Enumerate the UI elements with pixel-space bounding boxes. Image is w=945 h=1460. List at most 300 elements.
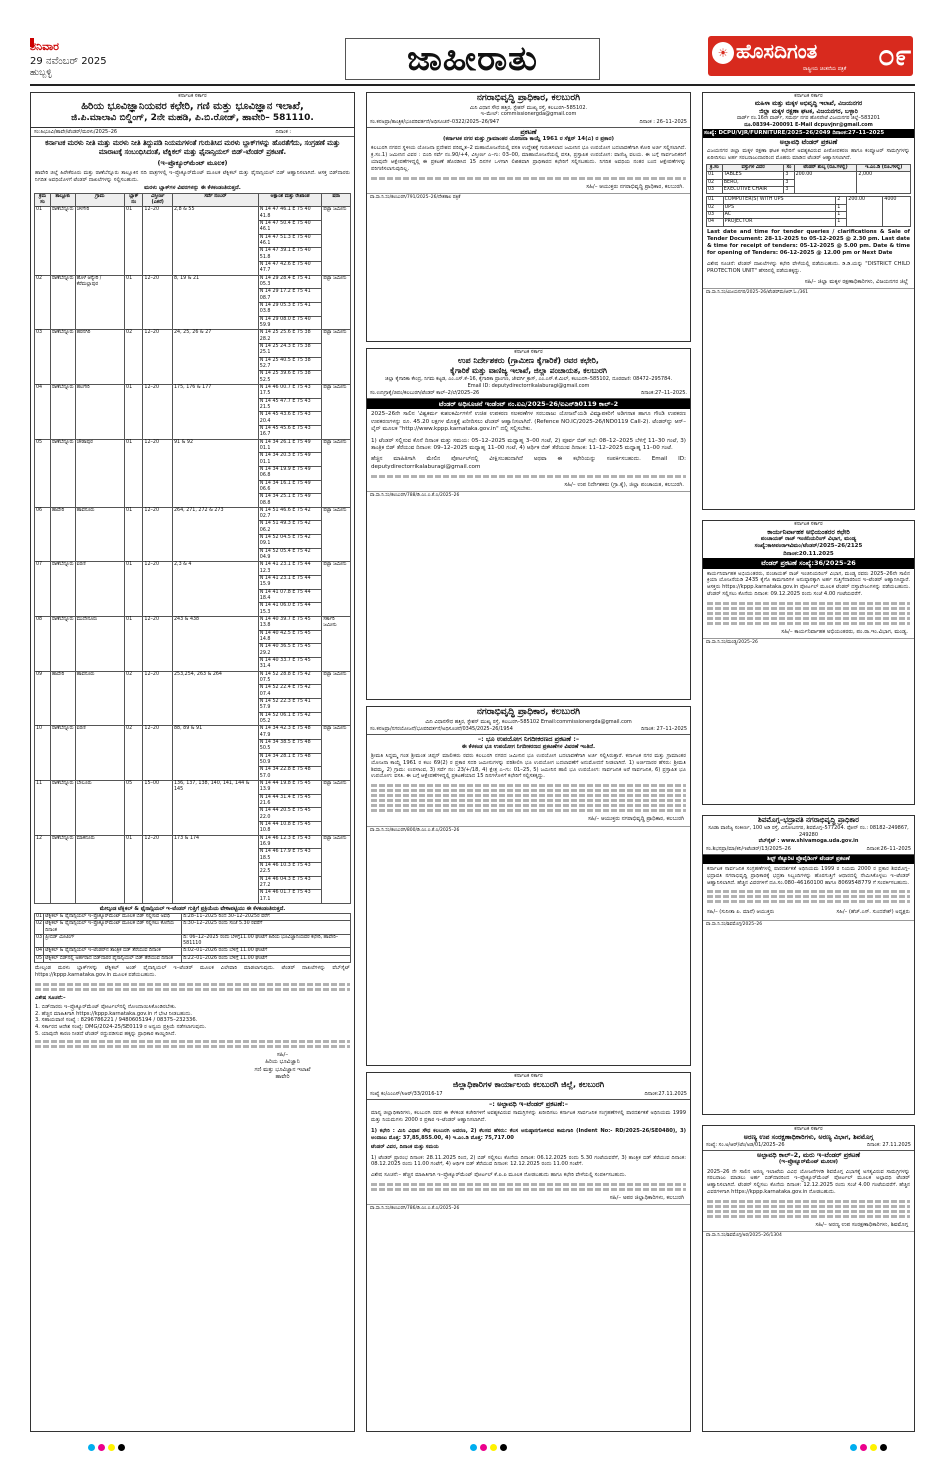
cell-coords: N 14 52 05.4 E 75 42 04.9: [258, 548, 322, 562]
cell-item: ಟೆಕ್ನಿಕಲ್ & ಫೈನಾನ್ಸಿಯಲ್ ಇ–ಪ್ರೊಕ್ಯೂರ್‌ಮೆಂಟ್ ಮೂಲಕ ಬಿಡ್ ಸಲ್ಲಿಸಲು ಕೊನೆಯ ದಿನಾಂಕ: [44, 921, 182, 935]
ad6-body: ವಿಜಯನಗರ ಜಿಲ್ಲಾ ಮಕ್ಕಳ ರಕ್ಷಣಾ ಘಟಕ ಕಛೇರಿಗೆ ಅವಶ್ಯಕವಿರುವ ಪೀಠೋಪಕರಣ ಹಾಗೂ ಕಂಪ್ಯೂಟರ್ ಸಾಮಗ್ರಿಗಳನ್ನು ಖರೀದಿಸಲು ಅರ್ಹ ಸರಬರಾಜುದಾರರಿಂದ ಮೊಹರು ಮಾಡಿದ ಟೆಂಡರ್ ಆಹ್ವಾನಿಸಲಾಗಿದೆ.: [707, 148, 910, 162]
yellow-dot-icon: [870, 1444, 877, 1451]
cell-block: 01: [125, 507, 143, 562]
black-dot-icon: [880, 1444, 887, 1451]
column-header: ಗ್ರಾಮ: [75, 193, 124, 207]
cell-area: 12–20: [143, 562, 173, 617]
cell-coords: N 14 46 10.3 E 75 43 22.5: [258, 862, 322, 876]
cell-area: 12–20: [143, 275, 173, 330]
cell-coords: N 14 34 42.3 E 75 48 47.9: [258, 726, 322, 740]
ad1-address: ಜಿ.ಪಿ.ಮಾಲಾವಿ ಬಿಲ್ಡಿಂಗ್, 2ನೇ ಮಹಡಿ, ಪಿ.ಬಿ.ರೋಡ್, ಹಾವೇರಿ– 581110.: [31, 113, 354, 128]
cell-no: 11: [35, 780, 51, 835]
table-row: [35, 934, 351, 948]
cell-fee: 200.00: [794, 172, 857, 194]
cyan-dot-icon: [850, 1444, 857, 1451]
ad5-ref: ಸಂಖ್ಯೆ ಕಂ/ಎಂಎಸ್/ಸಿಆರ್/33/2016-17: [370, 1091, 443, 1098]
ad5-title: ಜಿಲ್ಲಾಧಿಕಾರಿಗಳ ಕಾರ್ಯಾಲಯ ಕಲಬುರಗಿ ಜಿಲ್ಲೆ, ಕಲಬುರಗಿ: [452, 1079, 605, 1089]
cell-coords: N 14 51 46.6 E 75 42 02.7: [258, 507, 322, 521]
cell-coords: N 14 34 19.9 E 75 49 06.8: [258, 466, 322, 480]
ad6-signature: ಸಹಿ/– ಜಿಲ್ಲಾ ಮಕ್ಕಳ ರಕ್ಷಣಾಧಿಕಾರಿಗಳು, ವಿಜಯನಗರ ಜಿಲ್ಲೆ: [804, 278, 908, 285]
cell-item: TABLES: [722, 172, 784, 179]
ad3-footnote: ವಾ.ಸಾ.ನಿ.ಸಂ/ಕಲಬುರಗಿ/788/ಡಿ.ಎಂ.ಎ.ಕೆ.ಎ/2025–26: [367, 491, 690, 500]
cell-taluk: ರಾಣೆಬೆನ್ನೂರು: [50, 207, 75, 275]
cell-block: 05: [125, 780, 143, 835]
cell-survey: 91 & 92: [173, 439, 259, 507]
ad2-title: ನಗರಾಭಿವೃದ್ಧಿ ಪ್ರಾಧಿಕಾರ, ಕಲಬುರಗಿ: [476, 93, 581, 103]
cell-coords: N 14 34 26.1 E 75 49 01.1: [258, 439, 322, 453]
cell-coords: N 14 34 25.1 E 75 49 08.8: [258, 494, 322, 508]
ad5-body: ಮಾನ್ಯ ಜಿಲ್ಲಾಧಿಕಾರಿಗಳು, ಕಲಬುರಗಿ ರವರ ಈ ಕೆಳಕಂಡ ಕಚೇರಿಗಳಿಗೆ ಅವಶ್ಯಕವಿರುವ ಸಾಮಗ್ರಿಗಳನ್ನು ಖರೀದಿಸಲು ಕರ್ನಾಟಕ ಸಾರ್ವಜನಿಕ ಸಂಗ್ರಹಣೆಗಳಲ್ಲಿ ಪಾರದರ್ಶಕತೆ ಅಧಿನಿಯಮ 1999 ಮತ್ತು ನಿಯಮಗಳು 2000 ರ ಪ್ರಕಾರ ಇ–ಟೆಂಡರ್ ಆಹ್ವಾನಿಸಲಾಗಿದೆ.: [371, 1110, 686, 1124]
header-rule: [30, 84, 915, 86]
cell-coords: N 14 41 06.0 E 75 44 15.3: [258, 603, 322, 617]
cell-value: 1: [836, 212, 847, 219]
logo-emblem-icon: ☀: [712, 42, 734, 64]
ad9-refline: [703, 1141, 914, 1151]
cell-coords: N 14 40 39.7 E 75 45 13.8: [258, 617, 322, 631]
edition-date: 29 ನವೆಂಬರ್ 2025: [30, 55, 107, 67]
cell-block: 01: [125, 562, 143, 617]
cell-value: 1: [836, 204, 847, 211]
ad8-web: ವೆಬ್‌ಸೈಟ್ : www.shivamoga.uda.gov.in: [758, 838, 859, 845]
text-line-placeholder: [707, 895, 910, 898]
table-row: [35, 835, 351, 849]
ad3-more: ಹೆಚ್ಚಿನ ಮಾಹಿತಿಗಾಗಿ ಮೇಲಿನ ಪೋರ್ಟಲ್‌ನಲ್ಲಿ ವೀಕ್ಷಿಸಬಹುದಾಗಿದೆ ಅಥವಾ ಈ ಕಛೇರಿಯನ್ನು ಸಂಪರ್ಕಿಸಬಹುದು. Email ID: deputydirectorrikalaburagi@gmail.com: [371, 456, 686, 470]
cell-area: 12–20: [143, 507, 173, 562]
text-line-placeholder: [707, 617, 910, 620]
magenta-dot-icon: [98, 1444, 105, 1451]
cell-value: ದಿ:28–11–2025 ರಿಂದ 30–12–2025ರ ವರೆಗೆ: [182, 913, 351, 920]
ad1-conditions: [31, 1004, 354, 1038]
column-header: ತಾಲ್ಲೂಕು: [50, 193, 75, 207]
cell-taluk: ರಾಣೆಬೆನ್ನೂರು: [50, 780, 75, 835]
cyan-dot-icon: [470, 1444, 477, 1451]
ad3-address: ಜಿಲ್ಲಾ ಕೈಗಾರಿಕಾ ಕೇಂದ್ರ, ನಿಗಮ ಕಟ್ಟಡ, ಎಂ.ಎಸ್.ಕೆ–16, ಕೈಗಾರಿಕಾ ಪ್ರಾಂಗಣ, ಜೇವರ್ಗಿ ಕ್ರಾಸ್, ಎಂ.ಎಸ್.ಕೆ.ಮಿಲ್, ಕಲಬುರಗಿ–585102, ದೂರವಾಣಿ: 08472–295784.: [384, 376, 673, 383]
cell-block: 02: [125, 671, 143, 726]
ad1-body-text: ಮೇಲ್ಕಂಡ ಮರಳು ಬ್ಲಾಕ್‌ಗಳನ್ನು ಟೆಕ್ನಿಕಲ್ ಅಂಡ್ ಫೈನಾನ್ಸಿಯಲ್ ಇ–ಟೆಂಡರ್ ಮೂಲಕ ವಿಲೇವಾರಿ ಮಾಡಲಾಗುವುದು. ಟೆಂಡರ್ ದಾಖಲೆಗಳನ್ನು ವೆಬ್‌ಸೈಟ್ https://kppp.karnataka.gov.in ಮೂಲಕ ಪಡೆಯಬಹುದು.: [35, 965, 350, 978]
table-row: [35, 439, 351, 453]
ad9-footnote: ವಾ.ಸಾ.ನಿ.ಸಂ/ಶಿವಮೊಗ್ಗ/ಅರ/2025–26/1304: [703, 1231, 914, 1240]
cell-block: 01: [125, 384, 143, 439]
ad9-lead: (ಇ–ಪ್ರೊಕ್ಯೂರ್‌ಮೆಂಟ್ ಮೂಲಕ): [778, 1159, 839, 1166]
table-row: [35, 617, 351, 631]
cell-village: ಹಾವನೂರು: [75, 671, 124, 726]
cell-coords: N 14 46 17.9 E 75 43 18.5: [258, 849, 322, 863]
cell-coords: N 14 46 00.7 E 75 43 17.5: [258, 384, 322, 398]
cell-taluk: ರಾಣೆಬೆನ್ನೂರು: [50, 562, 75, 617]
cell-remark: ಪಟ್ಟಾ ಜಮೀನು: [322, 562, 351, 617]
text-line-placeholder: [707, 607, 910, 610]
column-header: ಷರಾ: [322, 193, 351, 207]
cell-no: 06: [35, 507, 51, 562]
ad1-signature: [211, 1050, 354, 1083]
text-line-placeholder: [35, 988, 350, 991]
ad3-dates: 1) ಟೆಂಡರ್ ಸಲ್ಲಿಸುವ ಕೊನೆ ದಿನಾಂಕ ಮತ್ತು ಸಮಯ: 05–12–2025 ಮಧ್ಯಾಹ್ನ 3–00 ಗಂಟೆ, 2) ಪೂರ್ವ ಬಿಡ್ ಸಭೆ: 08–12–2025 ಬೆಳಿಗ್ಗೆ 11–30 ಗಂಟೆ, 3) ತಾಂತ್ರಿಕ ಬಿಡ್ ತೆರೆಯುವ ದಿನಾಂಕ: 09–12–2025 ಮಧ್ಯಾಹ್ನ 11–00 ಗಂಟೆ, 4) ಆರ್ಥಿಕ ಬಿಡ್ ತೆರೆಯುವ ದಿನಾಂಕ: 11–12–2025 ಮಧ್ಯಾಹ್ನ 11–00 ಗಂಟೆ.: [371, 437, 686, 451]
cell-value: 3: [784, 172, 794, 179]
cell-coords: N 14 25 39.6 E 75 38 52.5: [258, 371, 322, 385]
condition-item: 5. ಯಾವುದೇ ಕಾರಣ ನೀಡದೆ ಟೆಂಡರ್ ರದ್ದುಪಡಿಸುವ ಹಕ್ಕನ್ನು ಪ್ರಾಧಿಕಾರ ಕಾಯ್ದಿರಿಸಿದೆ.: [35, 1031, 177, 1038]
cell-remark: ಸರ್ಕಾರಿ ಜಮೀನು: [322, 617, 351, 672]
ad8-footnote: ವಾ.ಸಾ.ನಿ.ಸಂ/ಶಿವಮೊಗ್ಗ/2025–26: [703, 920, 914, 929]
ad-sand-block-tender: [30, 92, 355, 1432]
ad2-refline: [367, 118, 690, 128]
ad2-email: ಇ–ಮೇಲ್: commissionergda@gmail.com: [480, 111, 577, 118]
cell-village: ಐರಣಿ: [75, 726, 124, 781]
ad2-ref: ಸಂ.ಕನಅಪ್ರಾ/ತಾಂತ್ರಿಕ/ಭೂಪರಿವರ್ತನೆ/ಅಧಿಸೂಚನೆ–0322/2025–26/947: [370, 119, 500, 126]
cell-coords: N 14 47 51.3 E 75 40 46.1: [258, 234, 322, 248]
cell-taluk: ರಾಣೆಬೆನ್ನೂರು: [50, 835, 75, 903]
computer-items-table: [706, 196, 911, 226]
ad3-date: ದಿನಾಂಕ:27–11–2025.: [641, 390, 687, 397]
table-row: [35, 330, 351, 344]
ad9-signature: ಸಹಿ/– ಅರಣ್ಯ ಉಪ ಸಂರಕ್ಷಣಾಧಿಕಾರಿಗಳು, ಶಿವಮೊಗ್ಗ: [815, 1222, 908, 1229]
text-line-placeholder: [707, 1200, 910, 1203]
cell-coords: N 14 29 08.0 E 75 40 59.9: [258, 316, 322, 330]
ad2-footnote: ವಾ.ಸಾ.ನಿ.ಸಂ/ಕಲಬುರಗಿ/791/2025–26/ದೇಶಕಾಲ ಪತ್ರಿಕೆ: [367, 193, 690, 202]
ad3-sub: ಕೈಗಾರಿಕೆ ಮತ್ತು ವಾಣಿಜ್ಯ ಇಲಾಖೆ, ಜಿಲ್ಲಾ ಪಂಚಾಯತ, ಕಲಬುರಗಿ: [450, 366, 607, 376]
cell-survey: 253,254, 263 & 264: [173, 671, 259, 726]
ad5-note: ವಿಶೇಷ ಸೂಚನೆ:– ಹೆಚ್ಚಿನ ಮಾಹಿತಿಗಾಗಿ ಇ–ಪ್ರೊಕ್ಯೂರ್‌ಮೆಂಟ್ ಪೋರ್ಟಲ್ ಕೆ.ಪಿ.ಪಿ ಮೂಲಕ ನೋಡಬಹುದು ಹಾಗೂ ಕಛೇರಿ ವೇಳೆಯಲ್ಲಿ ಸಂಪರ್ಕಿಸಬಹುದು.: [371, 1172, 627, 1179]
cell-taluk: ರಾಣೆಬೆನ್ನೂರು: [50, 617, 75, 672]
ad8-ref: ಸಂ.ಶಿಭನಪ್ರಾ/ಮಾ/ಕನಿ/ಇಟೆಂಡರ್/13/2025–26: [706, 846, 791, 853]
ad9-gov: ಕರ್ನಾಟಕ ಸರ್ಕಾರ: [794, 1126, 823, 1132]
sand-block-table: [34, 193, 351, 904]
edition-info: [30, 40, 180, 80]
cell-block: 02: [125, 330, 143, 385]
edition-city: ಹುಬ್ಬಳ್ಳಿ: [30, 67, 52, 78]
cell-item: PROJECTOR: [723, 219, 836, 226]
cell-item: ಟೆಕ್ನಿಕಲ್ & ಫೈನಾನ್ಸಿಯಲ್ ಇ–ಪ್ರೊಕ್ಯೂರ್‌ಮೆಂಟ್ ಮೂಲಕ ಬಿಡ್ ಸಲ್ಲಿಸುವ ಅವಧಿ: [44, 913, 182, 920]
column-header: ಅಕ್ಷಾಂಶ ಮತ್ತು ರೇಖಾಂಶ: [258, 193, 322, 207]
ad4-refline: [367, 725, 690, 735]
cell-taluk: ರಾಣೆಬೆನ್ನೂರು: [50, 439, 75, 507]
cell-coords: N 14 41 23.1 E 75 44 12.3: [258, 562, 322, 576]
cell-coords: N 14 40 36.5 E 75 45 29.2: [258, 644, 322, 658]
ad-pri-mandya-tender: [702, 520, 915, 805]
column-header: ವಿಸ್ತೀರ್ಣ (ಎಕರೆ): [143, 193, 173, 207]
ad4-subject: –: ಭೂ ಉಪಯೋಗ ನಿಗದೀಕರಣದ ಪ್ರಕಟಣೆ :–: [477, 735, 580, 744]
cell-area: 12–20: [143, 384, 173, 439]
cell-village: ಹೊಳೆ ಆನ್ವೇರಿ / ಕೆರೆಮಲ್ಲಾಪುರ: [75, 275, 124, 330]
ad4-address: ಮಿನಿ ವಿಧಾನಸೌಧ ಹತ್ತಿರ, ಸ್ಟೇಶನ್ ಮುಖ್ಯ ರಸ್ತೆ, ಕಲಬುರಗಿ–585102 Email:commissionergda@gmail.com: [425, 718, 632, 725]
cell-coords: N 14 45 47.7 E 75 43 21.5: [258, 398, 322, 412]
cell-village: ಹಲಗೇರಿ: [75, 384, 124, 439]
ad7-title: ಕಾರ್ಯನಿರ್ವಾಹಕ ಅಭಿಯಂತರರ ಕಛೇರಿ: [767, 527, 850, 536]
ad7-sub: ಪಂಚಾಯತ್ ರಾಜ್ ಇಂಜಿನಿಯರಿಂಗ್ ವಿಭಾಗ, ಮಂಡ್ಯ: [760, 536, 857, 543]
cell-survey: 264, 271, 272 & 273: [173, 507, 259, 562]
cell-area: 12–20: [143, 726, 173, 781]
table-row: [707, 197, 911, 204]
ad7-gov: ಕರ್ನಾಟಕ ಸರ್ಕಾರ: [794, 521, 823, 527]
ad1-sign-4: ಹಾವೇರಿ: [275, 1073, 290, 1080]
text-line-placeholder: [707, 900, 910, 903]
ad8-date: ದಿನಾಂಕ:26–11–2025: [866, 846, 911, 853]
cell-village: ಹಾವನೂರು: [75, 507, 124, 562]
column-header: ಕ್ರಮ ಸಂ: [35, 193, 51, 207]
table-row: [35, 955, 351, 962]
cell-village: ಮುದೇನೂರು: [75, 617, 124, 672]
logo-tagline: ರಾಷ್ಟ್ರೀಯ ಚಿಂತನೆಯ ಪತ್ರಿಕೆ: [803, 66, 847, 72]
cell-value: ದಿ:02–01–2026 ರಂದು ಬೆಳಿಗ್ಗೆ 11.00 ಘಂಟೆಗೆ: [182, 948, 351, 955]
cell-coords: N 14 34 16.1 E 75 49 06.6: [258, 480, 322, 494]
cell-value: 3: [784, 179, 794, 186]
cell-no: 03: [35, 330, 51, 385]
ad6-phone: ದೂ.08394–200091 E-Mail dcpuvjnr@gmail.com: [744, 122, 873, 128]
cell-no: 08: [35, 617, 51, 672]
ad6-note: ವಿಶೇಷ ಸೂಚನೆ: ಟೆಂಡರ್ ದಾಖಲೆಗಳನ್ನು ಕಛೇರಿ ವೇಳೆಯಲ್ಲಿ ಪಡೆಯಬಹುದು. ಡಿ.ಡಿ.ಯನ್ನು "DISTRICT CHILD PROTECTION UNIT" ಹೆಸರಿನಲ್ಲಿ ಪಡೆಯತಕ್ಕದ್ದು.: [707, 261, 910, 275]
ad6-subject: ಅಲ್ಪಾವಧಿ ಟೆಂಡರ್ ಪ್ರಕಟಣೆ: [779, 137, 838, 146]
table-row: [35, 948, 351, 955]
ad1-title: ಕರ್ನಾಟಕ ಮರಳು ನೀತಿ ಮತ್ತು ಮರಳು ನೀತಿ ತಿದ್ದುಪಡಿ ನಿಯಮಗಳಂತೆ ಗುರುತಿಸಿದ ಮರಳು ಬ್ಲಾಕ್‌ಗಳನ್ನು ಹೊರತೆಗೆದು, ಸಂಗ್ರಹಣೆ ಮತ್ತು ಮಾರಾಟಕ್ಕೆ ಸಂಬಂಧಿಸಿದಂತೆ, ಟೆಕ್ನಿಕಲ್ ಮತ್ತು ಫೈನಾನ್ಸಿಯಲ್ ಬಿಡ್–ಟೆಂಡರ್ ಪ್ರಕಟಣೆ.: [45, 139, 340, 157]
ad3-body: 2025–26ನೇ ಸಾಲಿನ 'ವಿಶ್ವಕರ್ಮ ಕುಶಲಕರ್ಮಿಗಳಿಗೆ ಉಚಿತ ಉಪಕರಣ ಸಲಕರಣೆಗಳ ಸರಬರಾಜು ಯೋಜನೆ'ಯಡಿ ವಿಮ್ಯಾಪಕರಿಗೆ ಅಡಿಗನಾತ ಹಾಗೂ ಗೌಂಡಿ ಉಪಕರಣ ಉಪಕರಣಗಳನ್ನು ರೂ. 45.20 ಲಕ್ಷಗಳ ಮೊತ್ತಕ್ಕೆ ಖರೀದಿಸಲು ಟೆಂಡರ್ ಆಹ್ವಾನಿಸಲಾಗಿದೆ. (Refence NO.IC/2025-26/IND0119 Call-2). ಟೆಂಡರ್‌ನ್ನು ಆನ್–ಲೈನ್ ಮೂಲಕ "http://www.kppp.karnataka.gov.in" ದಲ್ಲಿ ಸಲ್ಲಿಸಬೇಕು.: [371, 411, 686, 433]
cell-value: 03: [707, 212, 724, 219]
cell-survey: 24, 25, 26 & 27: [173, 330, 259, 385]
cell-village: ಐರಣಿ: [75, 562, 124, 617]
ad1-sign-1: ಸಹಿ/–: [276, 1052, 289, 1059]
cell-no: 04: [36, 948, 43, 954]
text-line-placeholder: [371, 794, 686, 797]
ad6-address: ವಾರ್ಡ್ ನಂ.16ನೇ ವಾರ್ಡ್, ಸಮರ್ಥ ನಗರ ಹೊಸಪೇಟೆ ವಿಜಯನಗರ ಜಿಲ್ಲೆ–583201: [736, 115, 881, 122]
cell-block: 01: [125, 617, 143, 672]
ad1-refline: [31, 128, 354, 138]
cell-coords: N 14 44 10.8 E 75 45 10.8: [258, 821, 322, 835]
table-row: [35, 921, 351, 935]
ad9-ref: ಸಂಖ್ಯೆ: ಸಂ.ಅ/ಆರ್/ಟೆಂ/ಅಡ/01/2025–26: [706, 1142, 785, 1149]
cell-value: 3: [784, 187, 794, 194]
cell-no: 05: [35, 439, 51, 507]
ad3-email: Email ID: deputydirectorrikalaburagi@gmail.com: [467, 382, 590, 389]
ad5-date: ದಿನಾಂಕ:27.11.2025: [644, 1091, 687, 1098]
column-header: ವಸ್ತುಗಳ ವಿವರ: [722, 165, 784, 172]
cell-block: 01: [125, 439, 143, 507]
ad-gda-land-use-notice: [366, 706, 691, 1066]
cell-value: ದಿ:22–01–2026 ರಂದು ಬೆಳಿಗ್ಗೆ 11.00 ಘಂಟೆಗೆ: [182, 955, 351, 962]
ad9-date: ದಿನಾಂಕ: 27.11.2025: [866, 1142, 911, 1149]
cell-area: 12–20: [143, 671, 173, 726]
ad3-ref: ಸಂ.ಉನಿಗ್ರಾಕೈ/ಜಿಪಂ/ಕಲಬುರಗಿ/ಟೆಂಡರ್ ಕಾಲ್–2/ಲೆ/2025–26: [370, 390, 480, 397]
ad6-gov: ಕರ್ನಾಟಕ ಸರ್ಕಾರ: [794, 93, 823, 99]
logo-name: ಹೊಸದಿಗಂತ: [736, 39, 818, 63]
cell-taluk: ಹಾವೇರಿ: [50, 507, 75, 562]
text-line-placeholder: [707, 1215, 910, 1218]
cell-remark: ಪಟ್ಟಾ ಜಮೀನು: [322, 671, 351, 726]
ad9-title: ಅರಣ್ಯ ಉಪ ಸಂರಕ್ಷಣಾಧಿಕಾರಿಗಳು, ಅರಣ್ಯ ವಿಭಾಗ, ಶಿವಮೊಗ್ಗ: [743, 1132, 874, 1141]
ad-suda-security-tender: [702, 815, 915, 1115]
cell-remark: ಪಟ್ಟಾ ಜಮೀನು: [322, 726, 351, 781]
cell-area: 12–20: [143, 207, 173, 275]
ad1-subtitle: (ಇ–ಪ್ರೊಕ್ಯೂರ್‌ಮೆಂಟ್ ಮೂಲಕ): [157, 159, 228, 168]
cell-taluk: ರಾಣೆಬೆನ್ನೂರು: [50, 330, 75, 385]
table-row: [35, 671, 351, 685]
cell-coords: N 14 29 28.4 E 75 41 05.3: [258, 275, 322, 289]
ad4-body: ಶ್ರೀಮತಿ ಸಿದ್ದಮ್ಮ ಗಂಡ ಶ್ರೀಮಂತ ಜಿಪ್ಸನ್ ಮಾಲೀಕರು ರವರು ಕಲಬುರಗಿ ನಗರದ ಜಮೀನಿನ ಭೂ ಉಪಯೋಗ ಬದಲಾವಣೆಗಾಗಿ ಅರ್ಜಿ ಸಲ್ಲಿಸಿರುತ್ತಾರೆ. ಕರ್ನಾಟಕ ನಗರ ಮತ್ತು ಗ್ರಾಮಾಂತರ ಯೋಜನಾ ಕಾಯ್ದೆ 1961 ರ ಕಲಂ 69(2) ರ ಪ್ರಕಾರ ಸದರಿ ಜಮೀನುಗಳನ್ನು ಪರಿಶೀಲಿಸಿ ಭೂ ಉಪಯೋಗ ಬದಲಾವಣೆಗೆ ಅನುಮೋದನೆ ನೀಡಲಾಗಿದೆ. 1) ಅರ್ಜಿದಾರರ ಹೆಸರು: ಶ್ರೀಮತಿ ಶಿವಮ್ಮ, 2) ಗ್ರಾಮ: ಉಪಳಾಂವ, 3) ಸರ್ವೆ ನಂ: 23/+/18, 4) ಕ್ಷೇತ್ರ ಎ–ಗು: 01–25, 5) ಜಮೀನಿನ ಹಾಲಿ ಭೂ ಉಪಯೋಗ: ಸಾರ್ವಜನಿಕ ಅರೆ ಸಾರ್ವಜನಿಕ, 6) ಪ್ರಸ್ತಾಪಿತ ಭೂ ಉಪಯೋಗ: ವಸತಿ. ಈ ಬಗ್ಗೆ ಆಕ್ಷೇಪಣೆಗಳಿದ್ದಲ್ಲಿ ಪ್ರಕಟಣೆಯಾದ 15 ದಿನಗಳೊಳಗೆ ಕಛೇರಿಗೆ ಸಲ್ಲಿಸತಕ್ಕದ್ದು.: [371, 752, 686, 780]
cell-village: ಬೇಲೂರು: [75, 780, 124, 835]
cell-coords: N 14 45 45.6 E 75 43 16.7: [258, 425, 322, 439]
cell-no: 07: [35, 562, 51, 617]
cell-coords: N 14 25 40.5 E 75 38 52.7: [258, 357, 322, 371]
ad7-ref: ಸಂಖ್ಯೆ:ಕಾಅಪಂರಾಇವಿಮಂ/ಟೆಂಡರ್/2025–26/2125: [754, 543, 863, 550]
table-row: [35, 207, 351, 221]
text-line-placeholder: [707, 1210, 910, 1213]
ad1-intro: ಹಾವೇರಿ ಜಿಲ್ಲೆ ಹಿರೇಕೆರೂರು ಮತ್ತು ರಾಣೆಬೆನ್ನೂರು ತಾಲ್ಲೂಕಿನ ನದಿ ಪಾತ್ರಗಳಲ್ಲಿ ಇ–ಪ್ರೊಕ್ಯೂರ್‌ಮೆಂಟ್ ಮೂಲಕ ಟೆಕ್ನಿಕಲ್ ಮತ್ತು ಫೈನಾನ್ಸಿಯಲ್ ಬಿಡ್ ಆಹ್ವಾನಿಸಲಾಗಿದೆ. ಆಸಕ್ತ ಬಿಡ್‌ದಾರರು ನಿಗದಿತ ಅವಧಿಯೊಳಗೆ ಟೆಂಡರ್ ದಾಖಲೆಗಳನ್ನು ಸಲ್ಲಿಸಬಹುದು.: [35, 169, 350, 183]
ad1-table-caption: ಮರಳು ಬ್ಲಾಕ್‌ಗಳ ವಿವರಗಳನ್ನು ಈ ಕೆಳಕಂಡಂತಿರುತ್ತದೆ.: [144, 185, 241, 192]
ad5-gov: ಕರ್ನಾಟಕ ಸರ್ಕಾರ: [514, 1073, 543, 1079]
cell-village: ಚೌಡಾಪುರ: [75, 439, 124, 507]
table-row: [35, 726, 351, 740]
ad8-body: ಕರ್ನಾಟಕ ಸಾರ್ವಜನಿಕ ಸಂಗ್ರಹಣೆಗಳಲ್ಲಿ ಪಾರದರ್ಶಕತೆ ಅಧಿನಿಯಮ 1999 ರ ನಿಯಮ 2000 ರ ಪ್ರಕಾರ ಶಿವಮೊಗ್ಗ–ಭದ್ರಾವತಿ ನಗರಾಭಿವೃದ್ಧಿ ಪ್ರಾಧಿಕಾರಕ್ಕೆ ಭದ್ರತಾ ಸಿಬ್ಬಂದಿಗಳನ್ನು ಹೊರಗುತ್ತಿಗೆ ಆಧಾರದಲ್ಲಿ ನೇಮಿಸಿಕೊಳ್ಳಲು ಇ–ಟೆಂಡರ್ ಆಹ್ವಾನಿಸಲಾಗಿದೆ. ಹೆಚ್ಚಿನ ವಿವರಗಳಿಗೆ ದೂ.ಸಂ.080–46160100 ಹಾಗೂ 8069548779 ಗೆ ಸಂಪರ್ಕಿಸಬಹುದು.: [707, 865, 910, 886]
cell-no: 04: [35, 384, 51, 439]
cell-no: 01: [36, 913, 43, 919]
ad6-ref: ಸಂಖ್ಯೆ: DCPU/VJR/FURNITURE/2025–26/2049 ದಿನಾಂಕ:27–11–2025: [703, 129, 914, 138]
ad5-footnote: ವಾ.ಸಾ.ನಿ.ಸಂ/ಕಲಬುರಗಿ/786/ಡಿ.ಎಂ.ಎ.ಕೆ.ಎ/2025–26: [367, 1204, 690, 1213]
cell-coords: N 14 40 33.7 E 75 45 31.4: [258, 658, 322, 672]
cell-survey: 173 & 174: [173, 835, 259, 903]
column-header: ಕ್ರ.ಸಂ: [707, 165, 723, 172]
cell-coords: N 14 34 22.8 E 75 48 57.0: [258, 767, 322, 781]
cell-area: 15–00: [143, 780, 173, 835]
cell-area: 12–20: [143, 439, 173, 507]
text-line-placeholder: [35, 983, 350, 986]
ad1-gov: ಕರ್ನಾಟಕ ಸರ್ಕಾರ: [178, 93, 207, 99]
magenta-dot-icon: [860, 1444, 867, 1451]
cell-no: 02: [35, 275, 51, 330]
cell-coords: N 14 46 12.3 E 75 43 16.9: [258, 835, 322, 849]
cell-coords: N 14 52 22.4 E 75 42 07.4: [258, 685, 322, 699]
ad-gda-notice-1: [366, 92, 691, 342]
ad3-bar: ಟೆಂಡರ್ ಅಧಿಸೂಚನೆ ಇಂಡೆಂಟ್ ನಂ.ಐಎ/2025–26/ಐಎನ್‌ಡಿ0119 ಕಾಲ್–2: [367, 399, 690, 410]
column-header: ಟೆಂಡರ್ ಶುಲ್ಕ (ರೂ.ಗಳಲ್ಲಿ): [794, 165, 857, 172]
cell-survey: 243 & 438: [173, 617, 259, 672]
cell-remark: ಪಟ್ಟಾ ಜಮೀನು: [322, 439, 351, 507]
cell-survey: 2,3 & 4: [173, 562, 259, 617]
cell-village: ಮಾಕನೂರು: [75, 835, 124, 903]
ad5-subject: –: ಅಲ್ಪಾವಧಿ ಇ–ಟೆಂಡರ್ ಪ್ರಕಟಣೆ:–: [488, 1099, 569, 1108]
text-line-placeholder: [371, 1188, 686, 1191]
cell-remark: ಪಟ್ಟಾ ಜಮೀನು: [322, 384, 351, 439]
cell-coords: N 14 46 01.7 E 75 43 17.1: [258, 890, 322, 904]
ad2-body: ಕಲಬುರಗಿ ನಗರದ ಸ್ಥಳೀಯ ಯೋಜನಾ ಪ್ರದೇಶದ ಪರಿಷ್ಕೃತ–2 ಮಹಾಯೋಜನೆಯಲ್ಲಿ ವಸತಿ ಉದ್ದೇಶಕ್ಕೆ ಗುರುತಿಸಲಾದ ಜಮೀನಿನ ಭೂ ಉಪಯೋಗ ಬದಲಾವಣೆಗಾಗಿ ಕೋರಿ ಅರ್ಜಿ ಸಲ್ಲಿಸಲಾಗಿದೆ. ಕ್ರ.ಸಂ.1) ಜಮೀನಿನ ವಿವರ : ಬಿಂದಿ ಸರ್ವೆ ನಂ.90/+4, ವಿಸ್ತೀರ್ಣ ಎ–ಗು: 03–00, ಮಾಹಾಯೋಜನೆಯಲ್ಲಿ ವಸತಿ, ಪ್ರಸ್ತಾಪಿತ ಉಪಯೋಗ: ವಾಣಿಜ್ಯ ವಲಯ. ಈ ಬಗ್ಗೆ ಸಾರ್ವಜನಿಕರಿಗೆ ಯಾವುದೇ ಆಕ್ಷೇಪಣೆಗಳಿದ್ದಲ್ಲಿ ಈ ಪ್ರಕಟಣೆ ಹೊರಡಿಸಿದ 15 ದಿನಗಳ ಒಳಗಾಗಿ ಲಿಖಿತವಾಗಿ ಪ್ರಾಧಿಕಾರದ ಕಛೇರಿಗೆ ಸಲ್ಲಿಸಬಹುದು. ನಿಗದಿತ ಅವಧಿಯ ನಂತರ ಬಂದ ಆಕ್ಷೇಪಣೆಗಳನ್ನು ಪರಿಗಣಿಸಲಾಗುವುದಿಲ್ಲ.: [371, 145, 686, 173]
ad5-refline: [367, 1090, 690, 1100]
cell-survey: 175, 176 & 177: [173, 384, 259, 439]
ad1-sign-2: ಹಿರಿಯ ಭೂವಿಜ್ಞಾನಿ: [265, 1059, 300, 1066]
cell-block: 01: [125, 275, 143, 330]
cell-no: 09: [35, 671, 51, 726]
cell-no: 01: [35, 207, 51, 275]
tender-schedule-table: [34, 913, 351, 963]
cell-coords: N 14 41 07.8 E 75 44 18.4: [258, 589, 322, 603]
table-row: [35, 780, 351, 794]
cell-coords: N 14 46 04.3 E 75 43 27.2: [258, 876, 322, 890]
cell-coords: N 14 40 42.5 E 75 45 14.8: [258, 630, 322, 644]
cell-coords: N 14 51 49.3 E 75 42 06.2: [258, 521, 322, 535]
cell-item: BERO,: [722, 179, 784, 186]
ad2-signature: ಸಹಿ/– ಆಯುಕ್ತರು ನಗರಾಭಿವೃದ್ಧಿ ಪ್ರಾಧಿಕಾರ, ಕಲಬುರಗಿ.: [586, 183, 684, 190]
cell-remark: ಪಟ್ಟಾ ಜಮೀನು: [322, 275, 351, 330]
cell-taluk: ಹಾವೇರಿ: [50, 671, 75, 726]
text-line-placeholder: [707, 890, 910, 893]
text-line-placeholder: [707, 602, 910, 605]
cell-coords: N 14 44 31.4 E 75 45 21.6: [258, 794, 322, 808]
ad3-refline: [367, 389, 690, 399]
page-number: ೦೯: [878, 38, 912, 73]
table-row: [35, 275, 351, 289]
cell-survey: 2,8 & 55: [173, 207, 259, 275]
ad1-date-label: ದಿನಾಂಕ :: [275, 128, 291, 135]
condition-item: 2. ಹೆಚ್ಚಿನ ಮಾಹಿತಿಗಾಗಿ https://kppp.karnataka.gov.in ಗೆ ಭೇಟಿ ನೀಡಬಹುದು.: [35, 1010, 193, 1017]
cell-item: EXECUTIVE CHAIR: [722, 187, 784, 194]
cell-survey: 8, 19 & 21: [173, 275, 259, 330]
section-title: ಜಾಹೀರಾತು: [345, 38, 600, 80]
cell-coords: N 14 29 17.2 E 75 41 08.7: [258, 289, 322, 303]
ad-dc-office-etender: [366, 1072, 691, 1432]
magenta-dot-icon: [480, 1444, 487, 1451]
cell-emd: 2,000: [857, 172, 911, 194]
ad3-signature: ಸಹಿ/– ಉಪ ನಿರ್ದೇಶಕರು (ಗ್ರಾ.ಕೈ), ಜಿಲ್ಲಾ ಪಂಚಾಯತ, ಕಲಬುರಗಿ.: [564, 482, 684, 489]
ad4-lead: ಈ ಕೆಳಕಂಡ ಭೂ ಉಪಯೋಗ ನಿಗದೀಕರಣದ ಪ್ರಕಟಣೆಗಳ ವಿವರಣೆ ಇಂತಿದೆ.: [461, 743, 596, 750]
cell-coords: N 14 52 04.5 E 75 42 09.1: [258, 535, 322, 549]
text-line-placeholder: [371, 799, 686, 802]
yellow-dot-icon: [108, 1444, 115, 1451]
black-dot-icon: [500, 1444, 507, 1451]
cell-no: 02: [35, 921, 44, 935]
cell-taluk: ರಾಣೆಬೆನ್ನೂರು: [50, 275, 75, 330]
ad6-title: ಮಹಿಳಾ ಮತ್ತು ಮಕ್ಕಳ ಅಭಿವೃದ್ಧಿ ಇಲಾಖೆ, ವಿಜಯನಗರ: [754, 99, 863, 107]
ad4-signature: ಸಹಿ/– ಆಯುಕ್ತರು ನಗರಾಭಿವೃದ್ಧಿ ಪ್ರಾಧಿಕಾರ, ಕಲಬುರಗಿ: [587, 816, 684, 823]
cell-coords: N 14 34 28.1 E 75 48 50.9: [258, 753, 322, 767]
cell-item: AC: [723, 212, 836, 219]
cell-village: ಹರನಗಿರಿ: [75, 330, 124, 385]
cell-value: 03: [707, 187, 723, 194]
condition-item: 4. ಸರ್ಕಾರದ ಆದೇಶ ಸಂಖ್ಯೆ: DMG/2024-25/SE0119 ರ ಅನ್ವಯ ಪ್ರಕ್ರಿಯೆ ನಡೆಸಲಾಗುವುದು.: [35, 1024, 207, 1031]
cell-value: 04: [707, 219, 724, 226]
cell-taluk: ರಾಣೆಬೆನ್ನೂರು: [50, 726, 75, 781]
newspaper-logo: [708, 36, 913, 76]
ad4-footnote: ವಾ.ಸಾ.ನಿ.ಸಂ/ಕಲಬುರಗಿ/800/ಡಿ.ಎಂ.ಎ.ಕೆ.ಎ/2025–26: [367, 826, 690, 835]
ad8-title: ಶಿವಮೊಗ್ಗ–ಭದ್ರಾವತಿ ನಗರಾಭಿವೃದ್ಧಿ ಪ್ರಾಧಿಕಾರ: [758, 816, 859, 824]
ad7-body: ಕಾರ್ಯನಿರ್ವಾಹಕ ಅಭಿಯಂತರರು, ಪಂಚಾಯತ್ ರಾಜ್ ಇಂಜಿನಿಯರಿಂಗ್ ವಿಭಾಗ, ಮಂಡ್ಯ ರವರು 2025–26ನೇ ಸಾಲಿನ ಕ್ರಿಯಾ ಯೋಜನೆಯಡಿ 2435 ಕೈಗೊ ಕಾಮಗಾರಿಗಳ ಅನುಷ್ಠಾನಕ್ಕಾಗಿ ಅರ್ಹ ಗುತ್ತಿಗೆದಾರರಿಂದ ಇ–ಟೆಂಡರ್ ಆಹ್ವಾನಿಸಿದ್ದಾರೆ. ಆಸಕ್ತರು https://kppp.karnataka.gov.in ಪೋರ್ಟಲ್ ಮೂಲಕ ಟೆಂಡರ್ ದಸ್ತಾವೇಜುಗಳನ್ನು ಪಡೆಯಬಹುದು. ಟೆಂಡರ್ ಸಲ್ಲಿಸಲು ಕೊನೆಯ ದಿನಾಂಕ: 09.12.2025 ರಂದು ಸಂಜೆ 4.00 ಗಂಟೆಯವರೆಗೆ.: [707, 570, 910, 598]
cell-value: 02: [707, 204, 724, 211]
cell-remark: ಪಟ್ಟಾ ಜಮೀನು: [322, 835, 351, 903]
cell-coords: N 14 47 42.6 E 75 40 47.7: [258, 262, 322, 276]
condition-item: 1. ಬಿಡ್‌ದಾರರು ಇ–ಪ್ರೊಕ್ಯೂರ್‌ಮೆಂಟ್ ಪೋರ್ಟಲ್‌ನಲ್ಲಿ ನೋಂದಾಯಿಸಿಕೊಂಡಿರಬೇಕು.: [35, 1003, 177, 1010]
cell-no: 05: [36, 955, 43, 961]
cell-remark: ಪಟ್ಟಾ ಜಮೀನು: [322, 507, 351, 562]
cell-no: 10: [35, 726, 51, 781]
cell-coords: N 14 47 50.4 E 75 40 46.1: [258, 221, 322, 235]
ad5-schedule: 1) ಟೆಂಡರ್ ಪ್ರಾರಂಭ ದಿನಾಂಕ: 28.11.2025 ರಿಂದ, 2) ಬಿಡ್ ಸಲ್ಲಿಸಲು ಕೊನೆಯ ದಿನಾಂಕ: 06.12.2025 ರಂದು 5.30 ಗಂಟೆಯವರೆಗೆ, 3) ತಾಂತ್ರಿಕ ಬಿಡ್ ತೆರೆಯುವ ದಿನಾಂಕ: 08.12.2025 ರಂದು 11.00 ಗಂಟೆಗೆ, 4) ಆರ್ಥಿಕ ಬಿಡ್ ತೆರೆಯುವ ದಿನಾಂಕ: 12.12.2025 ರಂದು 11.00 ಗಂಟೆಗೆ.: [371, 1154, 686, 1168]
yellow-dot-icon: [490, 1444, 497, 1451]
cell-item: COMPUTER(S) WITH UPS: [723, 197, 836, 204]
cell-survey: 136, 137, 138, 140, 141, 144 & 145: [173, 780, 259, 835]
ad-forest-dept-tender: [702, 1125, 915, 1432]
ad6-sub: ಜಿಲ್ಲಾ ಮಕ್ಕಳ ರಕ್ಷಣಾ ಘಟಕ, ವಿಜಯನಗರ, ಬಳ್ಳಾರಿ: [759, 107, 858, 115]
ad5-signature: ಸಹಿ/– ಅಪರ ಜಿಲ್ಲಾಧಿಕಾರಿಗಳು, ಕಲಬುರಗಿ: [609, 1195, 684, 1202]
cell-taluk: ರಾಣೆಬೆನ್ನೂರು: [50, 384, 75, 439]
cell-item: UPS: [723, 204, 836, 211]
cell-coords: N 14 44 20.5 E 75 45 22.0: [258, 808, 322, 822]
ad1-schedule-caption: ಮೇಲ್ಕಂಡ ಟೆಕ್ನಿಕಲ್ & ಫೈನಾನ್ಸಿಯಲ್ ಇ–ಟೆಂಡರ್ ಗುತ್ತಿಗೆ ಪ್ರಕ್ರಿಯೆಯ ವೇಳಾಪಟ್ಟಿಯು ಈ ಕೆಳಕಂಡಂತಿರುತ್ತದೆ.: [99, 905, 286, 912]
cell-coords: N 14 29 05.3 E 75 41 03.8: [258, 302, 322, 316]
edition-day: ಶನಿವಾರ: [30, 40, 59, 53]
cell-block: 01: [125, 207, 143, 275]
cell-area: 12–20: [143, 330, 173, 385]
column-header: ಇ.ಎಂ.ಡಿ (ರೂ.ಗಳಲ್ಲಿ): [857, 165, 911, 172]
cell-item: ಟೆಕ್ನಿಕಲ್ & ಫೈನಾನ್ಸಿಯಲ್ ಇ–ಟೆಂಡರ್‌ನ ತಾಂತ್ರಿಕ ಬಿಡ್ ತೆರೆಯುವ ದಿನಾಂಕ: [44, 948, 182, 955]
text-line-placeholder: [371, 804, 686, 807]
table-row: [35, 384, 351, 398]
ad8-refline: [703, 845, 914, 855]
cell-value: ದಿ: 06–12–2025 ರಂದು ಬೆಳಿಗ್ಗೆ11.00 ಘಂಟೆಗೆ ಹಿರಿಯ ಭೂವಿಜ್ಞಾನಿಯವರ ಕಛೇರಿ, ಹಾವೇರಿ– 581110: [182, 934, 351, 948]
ad5-schedule-title: ಟೆಂಡರ್ ವಿವರ, ದಿನಾಂಕ ಮತ್ತು ಸಮಯ: [371, 1143, 439, 1150]
